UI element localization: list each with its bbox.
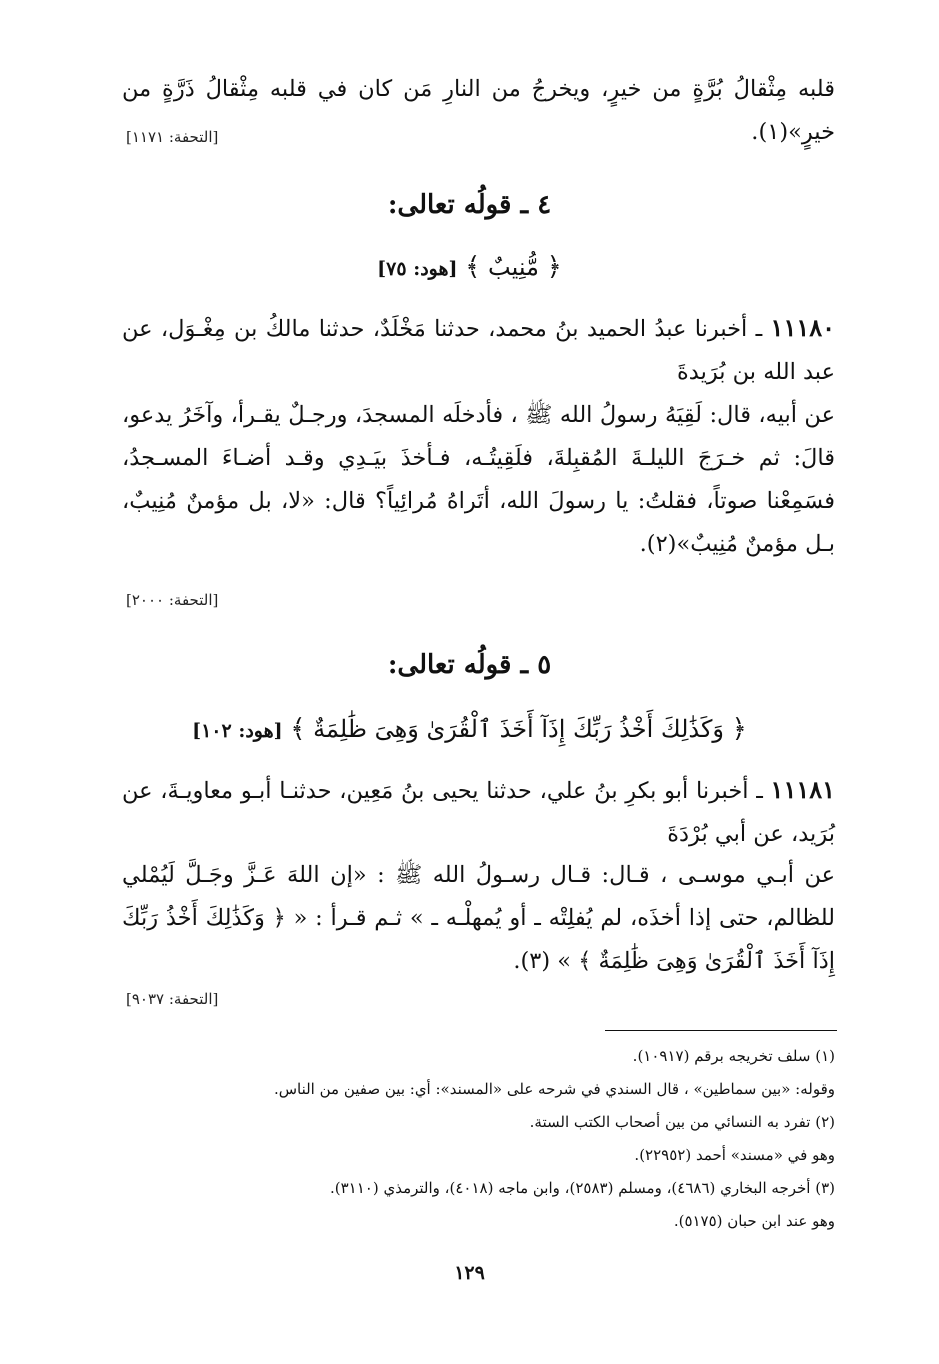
footnote-3: (٣) أخرجه البخاري (٤٦٨٦)، ومسلم (٢٥٨٣)، وابن ماجه (٤٠١٨)، والترمذي (٣١١٠).	[329, 1179, 835, 1197]
verse-close-bracket: ﴾	[465, 252, 481, 282]
tuhfa-reference-2000: [التحفة: ٢٠٠٠]	[126, 591, 219, 609]
hadith-1180-text: عن أبيه، قال: لَقِيَهُ رسولُ الله ﷺ ، فأدخلَه المسجدَ، ورجـلٌ يقـرأ، وآخَرُ يدعو، قالَ: ثم خـرَجَ الليلـةَ المُقبِلةَ، فلَقِيتُـه، فـأخذَ بيَـدِي وقـد أضـاءَ المسـجدُ، فسَمِعْنا صوتاً، فقلتُ: يا رسولَ الله، أتَراهُ مُرائِياً؟ قال: «لا، بل مؤمنٌ مُنِيبٌ، بـل مؤمنٌ مُنِيبٌ»(٢).	[122, 402, 835, 557]
hadith-1180-isnad	[122, 306, 835, 394]
isnad-text: ـ أخبرنا عبدُ الحميد بنُ محمد، حدثنا مَخْلَدٌ، حدثنا مالكُ بن مِغْـوَل، عن عبد الله بن بُرَيدةَ	[122, 316, 835, 385]
hadith-number: ١١١٨١	[770, 775, 835, 804]
tuhfa-reference-1171: [التحفة: ١١٧١]	[126, 128, 219, 146]
verse-open-bracket: ﴿	[731, 714, 747, 744]
verse-close-bracket: ﴾	[290, 714, 306, 744]
section-5-heading: ٥ ـ قولُه تعالى:	[387, 650, 552, 680]
isnad-text: ـ أخبرنا أبو بكرِ بنُ علي، حدثنا يحيى بنُ مَعِين، حدثنـا أبـو معاويـةَ، عن بُرَيد، عن أبي بُرْدَةَ	[122, 778, 835, 847]
footnote-1-note: وقوله: «بين سماطين» ، قال السندي في شرحه على «المسند»: أي: بين صفين من الناس.	[273, 1080, 835, 1098]
footnote-1: (١) سلف تخريجه برقم (١٠٩١٧).	[632, 1047, 835, 1065]
tuhfa-reference-9037: [التحفة: ٩٠٣٧]	[126, 990, 219, 1008]
footnote-2-note: وهو في «مسند» أحمد (٢٢٩٥٢).	[634, 1146, 835, 1164]
footnote-separator	[605, 1030, 837, 1031]
hadith-number: ١١١٨٠	[770, 313, 835, 342]
section-5-verse	[0, 714, 939, 744]
section-4-heading: ٤ ـ قولُه تعالى:	[387, 190, 552, 220]
continuation-line: قلبه مِثْقالُ بُرَّةٍ من خيرٍ، ويخرجُ من النارِ مَن كان في قلبه مِثْقالُ ذَرَّةٍ من خيرٍ»(١).	[122, 76, 835, 145]
verse-text: مُّنِيبٌ	[488, 253, 539, 281]
verse-open-bracket: ﴿	[546, 252, 562, 282]
footnote-3-note: وهو عند ابن حبان (٥١٧٥).	[673, 1212, 835, 1230]
page-number: ١٢٩	[454, 1262, 485, 1284]
section-4-verse	[0, 252, 939, 282]
hadith-1181-text: عن أبـي موسـى ، قـال: قـال رسـولُ الله ﷺ : «إن اللهَ عَـزَّ وجَـلَّ لَيُمْلي للظالم، حتى إذا أخذَه، لم يُفلِتْه ـ أو يُمهلْـه ـ » ثـم قـرأ : « ﴿ وَكَذَٰلِكَ أَخْذُ رَبِّكَ إِذَآ أَخَذَ ٱلْقُرَىٰ وَهِىَ ظَٰلِمَةٌ ﴾ » (٣).	[122, 862, 835, 974]
verse-source: [هود: ١٠٢]	[192, 720, 283, 742]
verse-source: [هود: ٧٥]	[377, 258, 458, 280]
hadith-1181-isnad	[122, 768, 835, 856]
footnote-2: (٢) تفرد به النسائي من بين أصحاب الكتب الستة.	[529, 1113, 835, 1131]
verse-text: وَكَذَٰلِكَ أَخْذُ رَبِّكَ إِذَآ أَخَذَ ٱلْقُرَىٰ وَهِىَ ظَٰلِمَةٌ	[313, 715, 725, 743]
